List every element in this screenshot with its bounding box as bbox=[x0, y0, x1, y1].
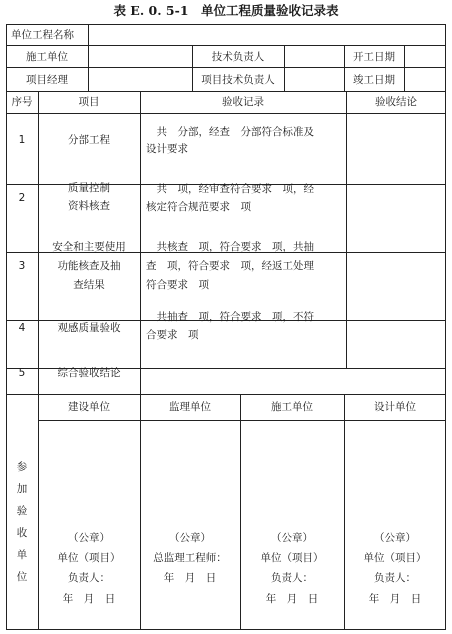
rule bbox=[38, 420, 446, 421]
column-conclusion: 验收结论 bbox=[375, 96, 417, 108]
pm-label: 项目经理 bbox=[26, 74, 68, 86]
row-record-line: 共核查 项，符合要求 项，共抽 bbox=[146, 241, 314, 253]
contractor-label: 施工单位 bbox=[26, 51, 68, 63]
row-item: 功能核查及抽 bbox=[57, 260, 121, 272]
unit-name-construction-owner: 建设单位 bbox=[68, 401, 110, 413]
column-item: 项目 bbox=[78, 96, 100, 108]
row-number: 4 bbox=[18, 322, 26, 334]
row-record-line: 符合要求 项 bbox=[146, 279, 209, 291]
row-record-line: 合要求 项 bbox=[146, 329, 199, 341]
row-number: 3 bbox=[18, 260, 26, 272]
rule bbox=[404, 45, 405, 91]
rule bbox=[284, 45, 285, 91]
unit-role: 单位（项目） bbox=[363, 552, 427, 564]
row-record-line: 查 项，符合要求 项，经返工处理 bbox=[146, 260, 314, 272]
participants-label: 参 加 验 收 单 位 bbox=[16, 461, 28, 583]
column-record: 验收记录 bbox=[222, 96, 264, 108]
unit-seal: （公章） bbox=[169, 532, 211, 544]
unit-name-designer: 设计单位 bbox=[374, 401, 416, 413]
row-record-line: 共 项，经审查符合要求 项，经 bbox=[146, 183, 314, 195]
rule bbox=[6, 91, 446, 92]
rule bbox=[6, 67, 446, 68]
table-border-top bbox=[6, 24, 446, 25]
unit-name-supervisor: 监理单位 bbox=[169, 401, 211, 413]
acceptance-form-table bbox=[6, 24, 446, 630]
form-title: 表 E. 0. 5-1 单位工程质量验收记录表 bbox=[113, 3, 339, 18]
unit-date: 年 月 日 bbox=[368, 593, 422, 605]
unit-person: 负责人： bbox=[68, 572, 110, 584]
row-item: 质量控制 bbox=[68, 182, 110, 194]
unit-seal: （公章） bbox=[374, 532, 416, 544]
table-border-bottom bbox=[6, 629, 446, 630]
row-item: 查结果 bbox=[73, 279, 105, 291]
row-number: 1 bbox=[18, 134, 26, 146]
rule bbox=[140, 91, 141, 394]
column-seq: 序号 bbox=[11, 96, 33, 108]
rule bbox=[140, 394, 141, 630]
project-tech-head-label: 项目技术负责人 bbox=[201, 74, 275, 86]
unit-date: 年 月 日 bbox=[62, 593, 116, 605]
unit-person: 负责人： bbox=[374, 572, 416, 584]
row-record-line: 核定符合规范要求 项 bbox=[146, 201, 251, 213]
unit-seal: （公章） bbox=[68, 532, 110, 544]
unit-person: 负责人： bbox=[271, 572, 313, 584]
unit-name-contractor: 施工单位 bbox=[271, 401, 313, 413]
row-record-line: 共 分部，经查 分部符合标准及 bbox=[146, 126, 314, 138]
row-number: 5 bbox=[18, 367, 26, 379]
row-item: 综合验收结论 bbox=[57, 367, 121, 379]
finish-date-label: 竣工日期 bbox=[353, 74, 395, 86]
unit-role: 总监理工程师： bbox=[153, 552, 227, 564]
start-date-label: 开工日期 bbox=[353, 51, 395, 63]
tech-head-label: 技术负责人 bbox=[211, 51, 265, 63]
unit-seal: （公章） bbox=[271, 532, 313, 544]
row-item: 观感质量验收 bbox=[57, 322, 121, 334]
row-record-line: 共抽查 项，符合要求 项，不符 bbox=[146, 311, 314, 323]
row-item: 安全和主要使用 bbox=[52, 241, 126, 253]
unit-role: 单位（项目） bbox=[57, 552, 121, 564]
row-number: 2 bbox=[18, 192, 26, 204]
row-record-line: 设计要求 bbox=[146, 143, 188, 155]
unit-date: 年 月 日 bbox=[265, 593, 319, 605]
rule bbox=[6, 394, 446, 395]
rule bbox=[346, 91, 347, 368]
rule bbox=[88, 24, 89, 91]
unit-role: 单位（项目） bbox=[260, 552, 324, 564]
row-item: 资料核查 bbox=[68, 200, 110, 212]
rule bbox=[6, 113, 446, 114]
project-name-label: 单位工程名称 bbox=[11, 29, 74, 41]
rule bbox=[6, 45, 446, 46]
row-item: 分部工程 bbox=[68, 134, 110, 146]
unit-date: 年 月 日 bbox=[163, 572, 217, 584]
